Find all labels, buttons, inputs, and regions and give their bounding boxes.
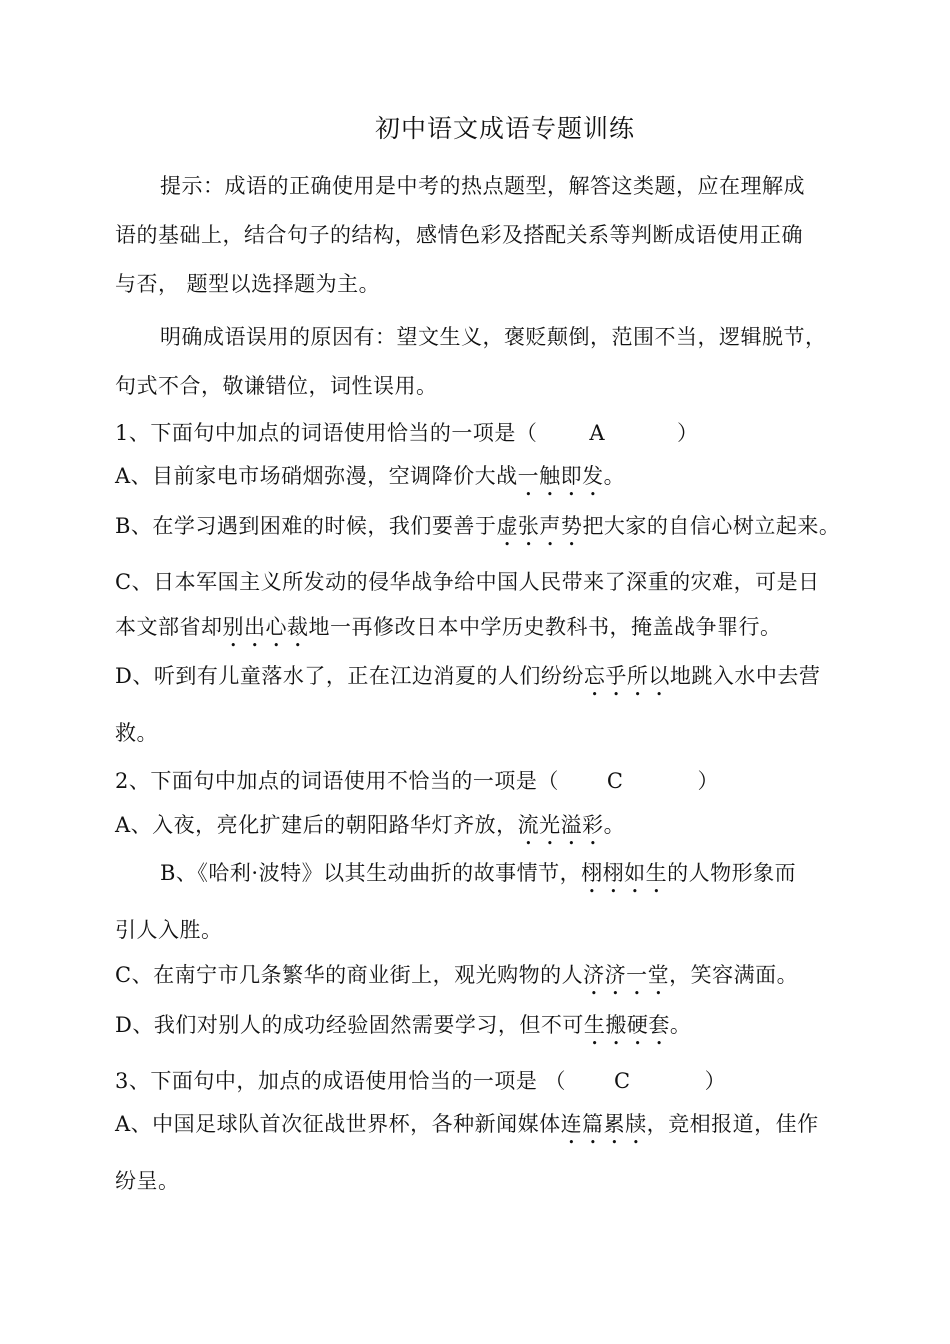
q1-close: ）	[677, 421, 699, 445]
q2-stem-text: 2、下面句中加点的词语使用不恰当的一项是（	[115, 769, 559, 793]
q2-option-b-line-1	[160, 858, 796, 898]
q1-option-b	[115, 511, 840, 551]
q1-a-text: A、目前家电市场硝烟弥漫，空调降价大战	[115, 464, 518, 488]
q2-b-idiom: 栩栩如生	[581, 861, 668, 885]
intro-line-2: 语的基础上，结合句子的结构，感情色彩及搭配关系等判断成语使用正确	[115, 223, 803, 247]
q1-c-text: 本文部省却	[115, 615, 223, 639]
q3-stem-text: 3、下面句中，加点的成语使用恰当的一项是 （	[115, 1069, 567, 1093]
q3-option-a-line-1	[115, 1109, 819, 1149]
q1-a-end: 。	[603, 464, 626, 488]
q2-option-c	[115, 960, 798, 1000]
q1-b-idiom: 虚张声势	[496, 514, 583, 538]
q3-answer: C	[614, 1069, 631, 1093]
intro-line-3: 与否， 题型以选择题为主。	[115, 272, 381, 296]
q2-a-text: A、入夜，亮化扩建后的朝阳路华灯齐放，	[115, 813, 518, 837]
q2-stem	[115, 766, 719, 796]
q2-c-idiom: 济济一堂	[583, 963, 670, 987]
q3-a-text: A、中国足球队首次征战世界杯，各种新闻媒体	[115, 1112, 561, 1136]
q2-option-a	[115, 810, 625, 850]
q1-option-c-line-2	[115, 612, 782, 652]
q2-answer: C	[606, 769, 624, 793]
q2-c-text: C、在南宁市几条繁华的商业街上，观光购物的人	[115, 963, 584, 987]
q1-c-end: 地一再修改日本中学历史教科书，掩盖战争罪行。	[308, 615, 782, 639]
q2-d-end: 。	[669, 1013, 692, 1037]
q1-d-end: 地跳入水中去营	[669, 664, 821, 688]
q2-b-end: 的人物形象而	[667, 861, 797, 885]
q3-a-idiom: 连篇累牍	[560, 1112, 647, 1136]
q3-close: ）	[704, 1069, 727, 1093]
q1-stem-text: 1、下面句中加点的词语使用恰当的一项是（	[115, 421, 538, 445]
intro-line-4: 明确成语误用的原因有：望文生义，褒贬颠倒，范围不当，逻辑脱节，	[160, 325, 827, 349]
q3-a-end: ，竞相报道，佳作	[646, 1112, 819, 1136]
intro-line-1: 提示：成语的正确使用是中考的热点题型，解答这类题，应在理解成	[160, 174, 805, 198]
intro-line-5: 句式不合，敬谦错位，词性误用。	[115, 374, 438, 398]
q1-stem	[115, 418, 699, 448]
q2-a-idiom: 流光溢彩	[517, 813, 604, 837]
q1-c-idiom: 别出心裁	[222, 615, 309, 639]
page-title: 初中语文成语专题训练	[374, 114, 635, 143]
q1-answer: A	[589, 421, 606, 445]
q2-option-b-line-2: 引人入胜。	[115, 918, 223, 942]
q1-b-end: 把大家的自信心树立起来。	[582, 514, 841, 538]
q3-stem	[115, 1066, 726, 1096]
q1-option-d-line-1	[115, 661, 820, 701]
q1-d-text: D、听到有儿童落水了，正在江边消夏的人们纷纷	[115, 664, 584, 688]
q1-option-d-line-2: 救。	[115, 721, 158, 745]
q3-option-a-line-2: 纷呈。	[115, 1169, 180, 1193]
q1-d-idiom: 忘乎所以	[583, 664, 670, 688]
q2-d-text: D、我们对别人的成功经验固然需要学习，但不可	[115, 1013, 584, 1037]
q2-a-end: 。	[603, 813, 626, 837]
q2-d-idiom: 生搬硬套	[583, 1013, 670, 1037]
q2-c-end: ，笑容满面。	[669, 963, 799, 987]
q2-option-d	[115, 1010, 691, 1050]
q1-option-a	[115, 461, 625, 501]
q1-b-text: B、在学习遇到困难的时候，我们要善于	[115, 514, 497, 538]
q2-b-text: B、《哈利·波特》以其生动曲折的故事情节，	[160, 861, 582, 885]
q2-close: ）	[697, 769, 719, 793]
q1-option-c-line-1: C、日本军国主义所发动的侵华战争给中国人民带来了深重的灾难，可是日	[115, 570, 820, 594]
q1-a-idiom: 一触即发	[517, 464, 604, 488]
